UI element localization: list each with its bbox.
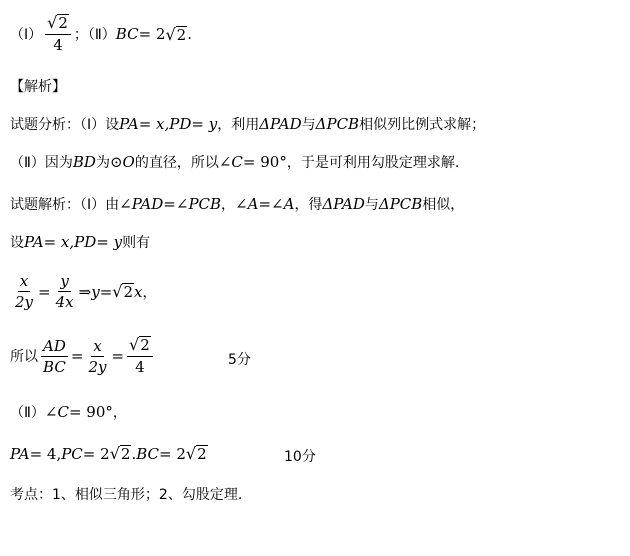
key-points: 考点：1、相似三角形；2、勾股定理. [10,487,243,503]
score-10: 10分 [284,449,316,465]
solution-setup: 设 PA = x, PD = y 则有 [10,233,151,251]
fraction-ad-over-bc: $\frac{AD}{BC}$ [43,336,66,376]
section-heading: 【解析】 [10,79,66,95]
circle-dot-symbol: ⊙ [109,153,123,171]
answer1-fraction: √ 2 4 [45,14,71,54]
part2-label: ；（Ⅱ） [73,27,116,43]
ratio-equation: 所以 $\frac{AD}{BC}$ = $\frac{x}{2y}$ = √ 2 4 [10,336,156,376]
proportion-equation: $\frac{x}{2y}$ = $\frac{y}{4x}$ ⇒ y = √ 2 x ， [15,272,157,311]
part1-label: （Ⅰ） [10,27,43,43]
answer-line: （Ⅰ） √ 2 4 ；（Ⅱ） BC = 2 √ 2 . [10,13,192,54]
score-5: 5分 [228,352,251,368]
fraction-x-over-2y: $\frac{x}{2y}$ [88,336,107,376]
analysis-part1: 试题分析：（Ⅰ）设 PA = x, PD = y ，利用 ΔPAD 与 ΔPCB 相似列比例式求解； [10,115,486,133]
solution-part1: 试题解析：（Ⅰ）由 ∠PAD = ∠PCB ， ∠A = ∠A ，得 ΔPAD 与 ΔPCB 相似， [10,195,465,213]
fraction-sqrt2-over-4: √ 2 4 [127,336,153,376]
final-equation: PA = 4, PC = 2 √ 2 . BC = 2 √ 2 [10,444,207,463]
part2-line: （Ⅱ） ∠C = 90° ， [10,403,127,421]
analysis-part2: （Ⅱ）因为 BD 为 ⊙ O 的直径，所以 ∠C = 90° ，于是可利用勾股定理求解. [10,153,460,171]
fraction-x-over-2y: $\frac{x}{2y}$ [15,272,34,311]
sqrt-2: √ 2 [165,24,187,44]
fraction-y-over-4x: $\frac{y}{4x}$ [55,272,74,311]
